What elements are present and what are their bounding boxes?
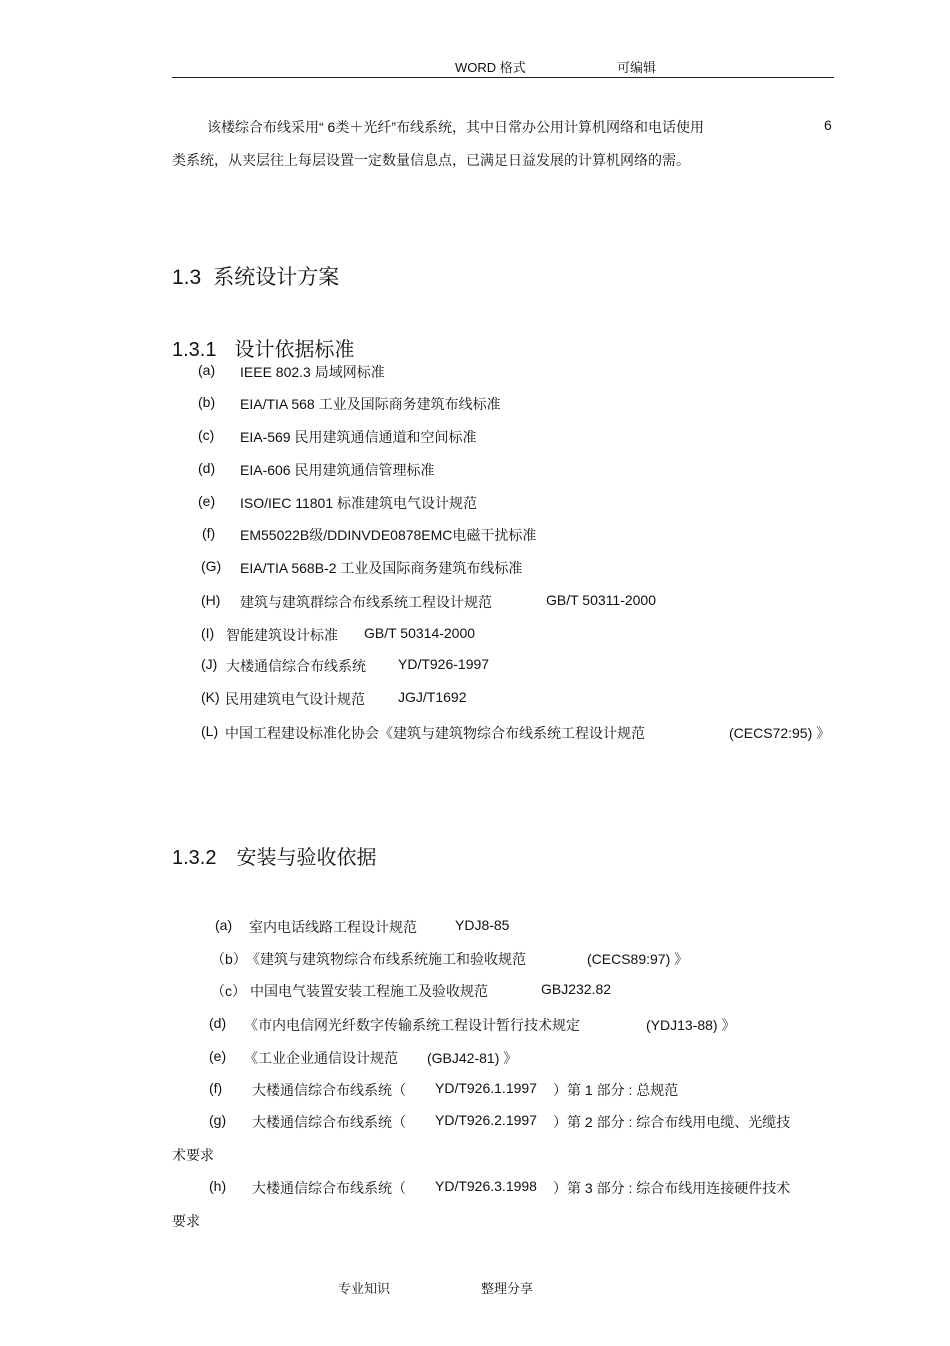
section-1-3-2-heading [172,841,376,870]
item-label: (e) [209,1048,227,1064]
item-label: (L) [201,723,219,739]
item-label: (f) [202,525,216,541]
item-text: 中国电气装置安装工程施工及验收规范 [250,983,488,999]
footer-right: 整理分享 [481,1281,534,1296]
footer-left: 专业知识 [338,1281,391,1296]
item-code: YD/T926.1.1997 [435,1080,537,1096]
item-label: (c) [198,427,215,443]
section-title: 安装与验收依据 [236,847,377,869]
item-label: (f) [209,1080,223,1096]
item-code: GBJ232.82 [541,981,612,997]
item-text: 智能建筑设计标准 [226,627,338,643]
item-text: 中国工程建设标准化协会《建筑与建筑物综合布线系统工程设计规范 [225,725,645,741]
intro-line-1: 该楼综合布线采用“ 6类＋光纤”布线系统，其中日常办公用计算机网络和电话使用 [207,119,704,135]
section-number: 1.3 [172,266,202,289]
item-tail: ）第 3 部分 : 综合布线用连接硬件技术 [553,1180,791,1196]
item-code: (CECS72:95) 》 [729,725,831,741]
item-text: 《市内电信网光纤数字传输系统工程设计暂行技术规定 [244,1017,580,1033]
item-continuation: 要求 [172,1213,200,1229]
item-text: EIA/TIA 568B-2 工业及国际商务建筑布线标准 [240,560,523,576]
item-code: (CECS89:97) 》 [587,951,689,967]
item-code: YDJ8-85 [455,917,510,933]
item-text: 室内电话线路工程设计规范 [249,919,417,935]
item-text: 大楼通信综合布线系统 [226,658,366,674]
item-label: (a) [198,362,216,378]
item-text: 大楼通信综合布线系统（ [252,1082,406,1098]
item-code: YD/T926-1997 [398,656,490,672]
item-text: EIA/TIA 568 工业及国际商务建筑布线标准 [240,396,501,412]
item-text: 大楼通信综合布线系统（ [252,1114,406,1130]
item-text: ISO/IEC 11801 标准建筑电气设计规范 [240,495,478,511]
item-label: (a) [215,917,233,933]
item-label: (h) [209,1178,227,1194]
section-number: 1.3.1 [172,339,217,361]
item-code: (GBJ42-81) 》 [427,1050,518,1066]
item-code: GB/T 50314-2000 [364,625,476,641]
header-left: WORD 格式 [455,60,526,75]
item-label: （b） [211,951,247,967]
item-label: (b) [198,394,216,410]
section-title: 系统设计方案 [213,266,340,289]
item-text: 大楼通信综合布线系统（ [252,1180,406,1196]
item-text: 民用建筑电气设计规范 [225,691,365,707]
item-label: (J) [201,656,218,672]
intro-line-2: 类系统，从夹层往上每层设置一定数量信息点，已满足日益发展的计算机网络的需。 [172,152,690,168]
item-label: (I) [201,625,215,641]
item-text: EM55022B级/DDINVDE0878EMC电磁干扰标准 [240,527,537,543]
item-label: (H) [201,592,221,608]
item-label: (d) [209,1015,227,1031]
section-title: 设计依据标准 [234,339,355,361]
item-code: YD/T926.3.1998 [435,1178,537,1194]
intro-line-1-end: 6 [824,117,832,133]
item-tail: ）第 1 部分 : 总规范 [553,1082,679,1098]
item-label: （c） [211,983,246,999]
section-1-3-heading [172,261,339,291]
item-code: YD/T926.2.1997 [435,1112,537,1128]
item-text: 《工业企业通信设计规范 [244,1050,398,1066]
item-label: (e) [198,493,216,509]
item-text: EIA-569 民用建筑通信通道和空间标准 [240,429,477,445]
item-text: EIA-606 民用建筑通信管理标准 [240,462,435,478]
list-item [198,362,215,378]
item-label: (d) [198,460,216,476]
item-label: (K) [201,689,220,705]
item-label: (G) [201,558,222,574]
item-code: JGJ/T1692 [398,689,467,705]
section-1-3-1-heading [172,333,354,362]
header-right: 可编辑 [617,60,657,75]
item-text: IEEE 802.3 局域网标准 [240,364,385,380]
header-rule [172,77,834,78]
item-code: (YDJ13-88) 》 [646,1017,736,1033]
item-text: 建筑与建筑群综合布线系统工程设计规范 [240,594,492,610]
section-number: 1.3.2 [172,847,217,869]
item-continuation: 术要求 [172,1147,214,1163]
item-tail: ）第 2 部分 : 综合布线用电缆、光缆技 [553,1114,791,1130]
item-code: GB/T 50311-2000 [546,592,657,608]
item-label: (g) [209,1112,227,1128]
item-text: 《建筑与建筑物综合布线系统施工和验收规范 [246,951,526,967]
